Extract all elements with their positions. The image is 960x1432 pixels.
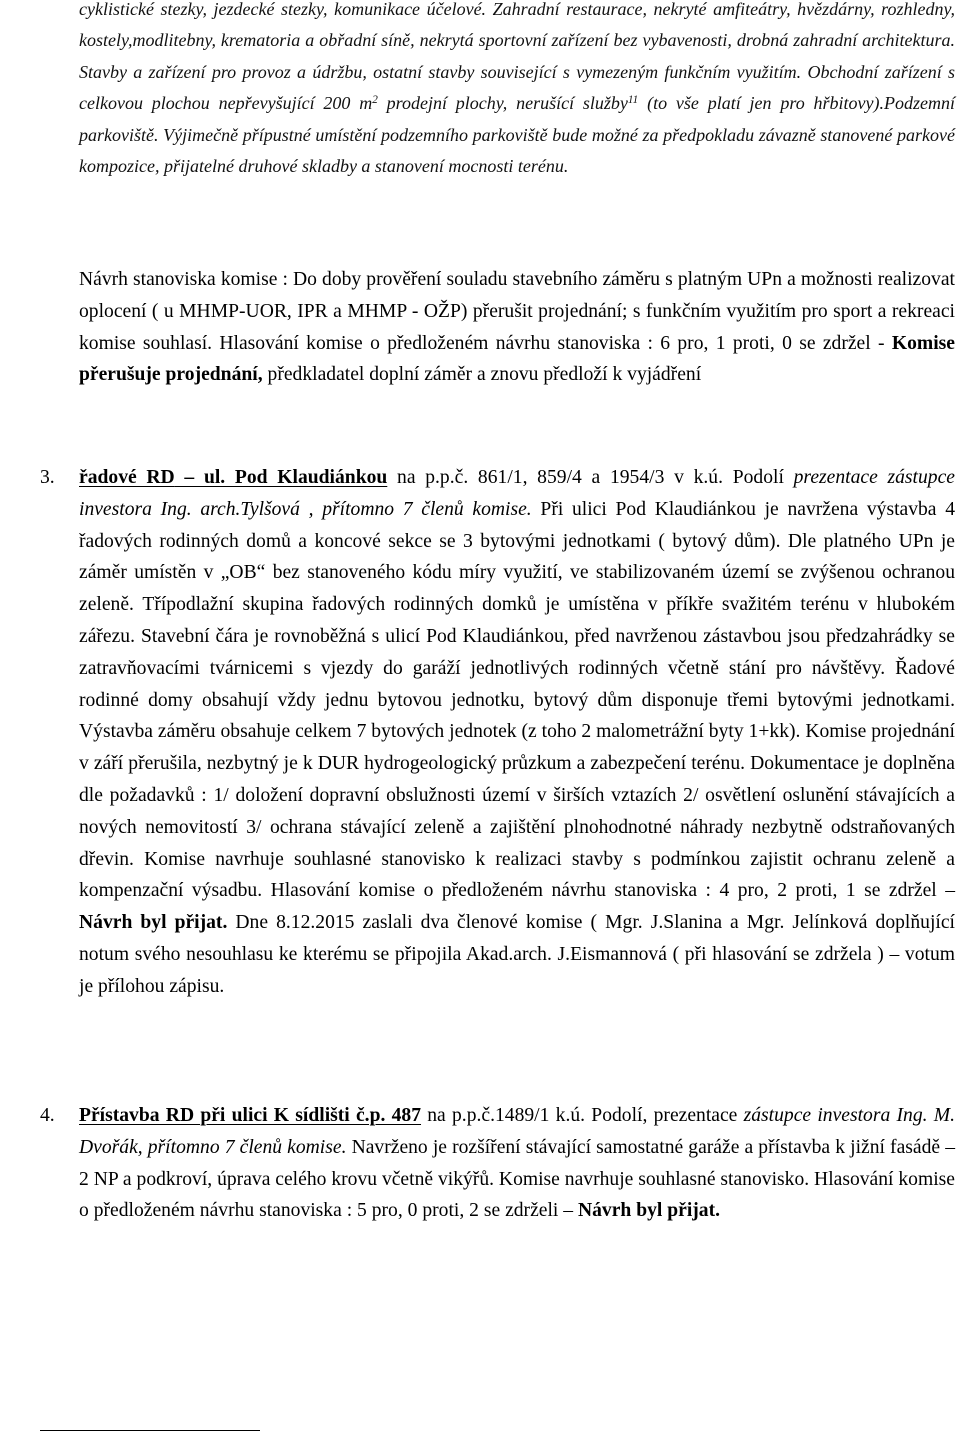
item-body [79,1100,955,1227]
item-number: 4. [40,1105,55,1126]
item-description: Navrženo je rozšíření stávající samostatné garáže a přístavba k jižní fasádě – 2 NP a podkroví, úprava celého krovu včetně vikýřů. Komise navrhuje souhlasné stanovisko. Hlasování komise o předloženém návrhu stanoviska : 5 pro, 0 proti, 2 se zdrželi – [79,1136,955,1222]
item-title: Přístavba RD při ulici K sídlišti č.p. 487 [79,1105,422,1126]
item-result: Návrh byl přijat. [577,1200,721,1222]
footnote-ref-11: 11 [627,94,639,107]
item-description: Při ulici Pod Klaudiánkou je navržena výstavba 4 řadových rodinných domů a koncové sekce se 3 bytovými jednotkami ( bytový dům). Dle platného UPn je záměr umístěn v „OB“ bez stanoveného kódu míry využití, ve stabilizovaném území se zvýšenou ochranou zeleně. Třípodlažní skupina řadových rodinných domků je umístěna v příkře svažitém terénu v hlubokém zářezu. Stavební čára je rovnoběžná s ulicí Pod Klaudiánkou, před navrženou zástavbou jsou předzahrádky se zatravňovacími tvárnicemi s vjezdy do garáží jednotlivých rodinných včetně stání pro návštěvy. Řadové rodinné domy obsahují vždy jednu bytovou jednotku, bytový dům disponuje třemi bytovými jednotkami. Výstavba záměru obsahuje celkem 7 bytových jednotek (z toho 2 malometrážní byty 1+kk). Komise projednání v září přerušila, nezbytný je k DUR hydrogeologický průzkum a zabezpečení terénu. Dokumentace je doplněna dle požadavků : 1/ doložení dopravní obslužnosti území v širších vztazích 2/ osvětlení oslunění stávajících a nových nemovitostí 3/ ochrana stávající zeleně a zajištění plnohodnotné náhrady nezbytně odstraňovaných dřevin. Komise navrhuje souhlasné stanovisko k realizaci stavby s podmínkou zajistit ochranu zeleně a kompenzační výsadbu. Hlasování komise o předloženém návrhu stanoviska : 4 pro, 2 proti, 1 se zdržel – [79,498,955,902]
footnote-separator [40,1430,260,1431]
land-use-description [79,0,955,182]
item-title-part-2: – ul. Pod Klaudiánkou [174,467,388,488]
agenda-item-3 [40,462,955,1003]
agenda-item-4 [40,1100,955,1227]
land-use-text-3: (to vše platí jen pro hřbitovy).Podzemní parkoviště. Výjimečně přípustné umístění podzemního parkoviště bude možné za předpokladu závazně stanovené parkové kompozice, přijatelné druhové skladby a stanovení mocnosti terénu. [79,93,955,177]
superscript-2: 2 [372,94,378,107]
item-presenter: prezentace zástupce investora Ing. arch.Tylšová , přítomno 7 členů komise. [79,467,955,520]
opinion-tail: předkladatel doplní záměr a znovu předloží k vyjádření [262,364,702,386]
opinion-decision: Komise přerušuje projednání, [79,332,955,386]
land-use-text-2: prodejní plochy, nerušící služby [377,93,628,114]
item-location: na p.p.č.1489/1 k.ú. Podolí, prezentace [421,1105,744,1126]
item-number: 3. [40,467,55,488]
item-title [79,467,387,488]
item-body [79,462,955,1003]
item-location: na p.p.č. 861/1, 859/4 a 1954/3 v k.ú. Podolí [387,467,794,488]
item-presenter: zástupce investora Ing. M. Dvořák, přítomno 7 členů komise. [79,1105,955,1158]
item-note: Dne 8.12.2015 zaslali dva členové komise ( Mgr. J.Slanina a Mgr. Jelínková doplňující notum svého nesouhlasu ke kterému se připojila Akad.arch. J.Eismannová ( při hlasování se zdržela ) – votum je přílohou zápisu. [79,912,956,997]
commission-opinion-proposal [79,264,955,391]
land-use-text-1: cyklistické stezky, jezdecké stezky, komunikace účelové. Zahradní restaurace, nekryté amfiteátry, hvězdárny, rozhledny, kostely,modlitebny, krematoria a obřadní síně, nekrytá sportovní zařízení bez vybavenosti, drobná zahradní architektura. Stavby a zařízení pro provoz a údržbu, ostatní stavby související s vymezeným funkčním využitím. Obchodní zařízení s celkovou plochou nepřevyšující 200 m [79,0,955,114]
item-result: Návrh byl přijat. [79,912,228,934]
item-title-part-1: řadové RD [79,467,175,488]
opinion-text: Návrh stanoviska komise : Do doby prověření souladu stavebního záměru s platným UPn a možnosti realizovat oplocení ( u MHMP-UOR, IPR a MHMP - OŽP) přerušit projednání; s funkčním využitím pro sport a rekreaci komise souhlasí. Hlasování komise o předloženém návrhu stanoviska : 6 pro, 1 proti, 0 se zdržel - [79,269,955,354]
